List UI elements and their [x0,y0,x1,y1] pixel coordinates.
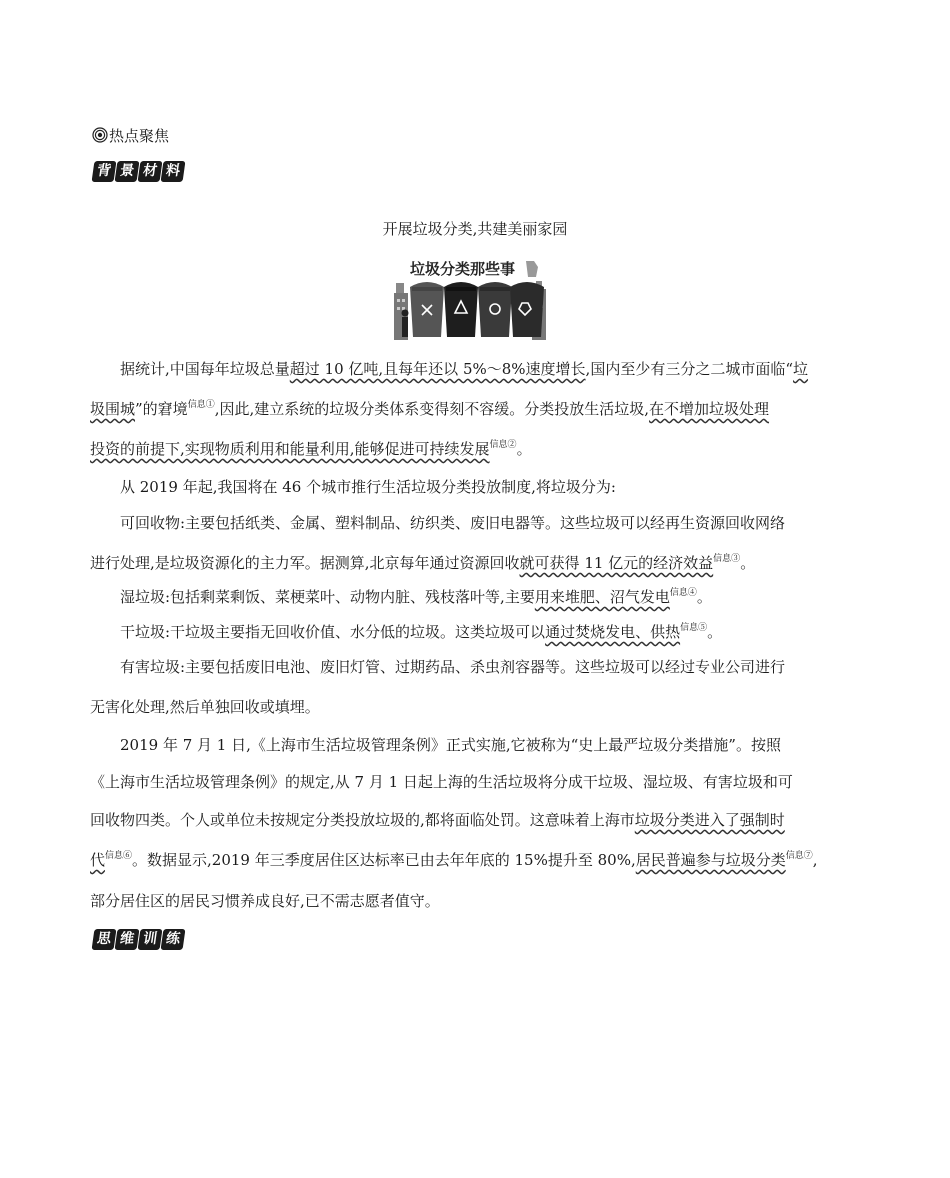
text-span: 湿垃圾:包括剩菜剩饭、菜梗菜叶、动物内脏、残枝落叶等,主要 [120,588,535,606]
text-line: 可回收物:主要包括纸类、金属、塑料制品、纺织类、废旧电器等。这些垃圾可以经再生资源回收网络 [120,514,786,532]
underlined-text: 在不增加垃圾处理 [649,400,770,418]
text-line [90,850,818,871]
text-line: 有害垃圾:主要包括废旧电池、废旧灯管、过期药品、杀虫剂容器等。这些垃圾可以经过专业公司进行 [120,658,786,676]
text-line: 《上海市生活垃圾管理条例》的规定,从 7 月 1 日起上海的生活垃圾将分成干垃圾、湿垃圾、有害垃圾和可 [90,773,793,791]
banner-text: 垃圾分类那些事 [410,260,516,278]
text-line [120,622,722,643]
thinking-training-badge [93,929,184,950]
text-line [90,553,755,574]
text-span: , [812,851,818,869]
info-marker: 信息③ [713,554,741,564]
text-line [90,439,532,460]
text-line: 无害化处理,然后单独回收或填埋。 [90,698,320,716]
underlined-text: 就可获得 11 亿元的经济效益 [519,554,714,572]
text-span: 。数据显示,2019 年三季度居住区达标率已由去年年底的 15%提升至 80%, [132,851,636,869]
text-line [90,399,769,420]
underlined-text: 用来堆肥、沼气发电 [534,588,670,606]
section-header [92,124,169,146]
underlined-text: 超过 10 亿吨,且每年还以 5%～8%速度增长 [289,360,586,378]
badge-char: 料 [161,161,186,182]
underlined-text: 圾围城 [90,400,136,418]
text-span: ”的窘境 [135,400,188,418]
badge-char: 材 [138,161,163,182]
badge-char: 练 [161,929,186,950]
article-title: 开展垃圾分类,共建美丽家园 [382,220,568,238]
badge-char: 景 [115,161,140,182]
badge-char: 背 [92,161,117,182]
target-icon [92,127,108,143]
text-span: ,国内至少有三分之二城市面临“ [585,360,793,378]
text-span: 。 [740,554,756,572]
underlined-text: 垃圾分类进入了强制时 [634,811,785,829]
info-marker: 信息② [489,440,517,450]
info-marker: 信息⑤ [680,623,708,633]
underlined-text: 居民普遍参与垃圾分类 [635,851,786,869]
info-marker: 信息⑦ [785,851,813,861]
text-span: 干垃圾:干垃圾主要指无回收价值、水分低的垃圾。这类垃圾可以 [120,623,546,641]
underlined-text: 垃 [793,360,809,378]
info-marker: 信息⑥ [105,851,133,861]
section-label: 热点聚焦 [109,126,170,145]
info-marker: 信息① [187,400,215,410]
text-span: 据统计,中国每年垃圾总量 [120,360,290,378]
text-line: 2019 年 7 月 1 日,《上海市生活垃圾管理条例》正式实施,它被称为“史上最严垃圾分类措施”。按照 [120,736,781,754]
text-line: 部分居住区的居民习惯养成良好,已不需志愿者值守。 [90,892,440,910]
text-span: 回收物四类。个人或单位未按规定分类投放垃圾的,都将面临处罚。这意味着上海市 [90,811,635,829]
text-span: 。 [516,440,532,458]
text-span: 进行处理,是垃圾资源化的主力军。据测算,北京每年通过资源回收 [90,554,520,572]
underlined-text: 通过焚烧发电、供热 [545,623,681,641]
underlined-text: 代 [90,851,106,869]
text-span: 。 [707,623,723,641]
text-line [120,587,712,608]
garbage-sorting-illustration [394,255,546,340]
badge-char: 训 [138,929,163,950]
background-material-badge [93,161,184,182]
badge-char: 思 [92,929,117,950]
text-span: ,因此,建立系统的垃圾分类体系变得刻不容缓。分类投放生活垃圾, [214,400,650,418]
text-line [120,359,808,380]
info-marker: 信息④ [669,588,697,598]
text-line [90,810,785,831]
text-span: 。 [696,588,712,606]
badge-char: 维 [115,929,140,950]
underlined-text: 投资的前提下,实现物质利用和能量利用,能够促进可持续发展 [90,440,490,458]
text-line: 从 2019 年起,我国将在 46 个城市推行生活垃圾分类投放制度,将垃圾分为: [120,478,616,496]
